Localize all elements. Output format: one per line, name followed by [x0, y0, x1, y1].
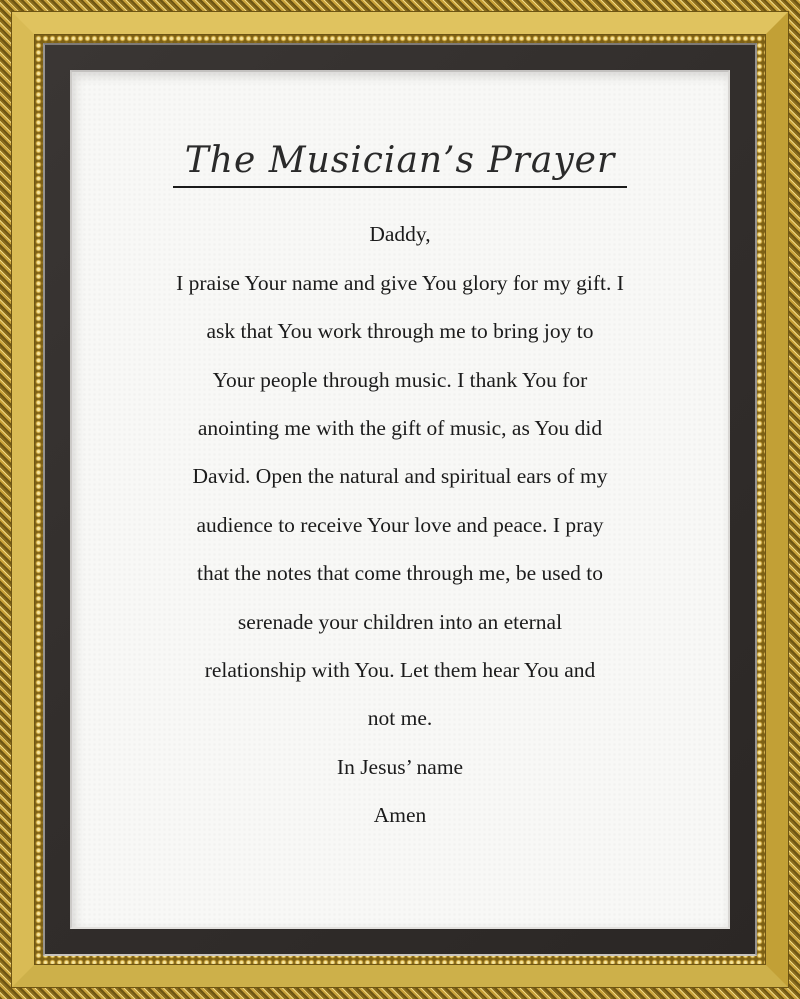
prayer-line: David. Open the natural and spiritual ears of my [192, 464, 608, 489]
gold-frame-bead-trim [35, 35, 765, 964]
prayer-body [72, 210, 728, 839]
black-mat [43, 43, 757, 956]
prayer-title-row [72, 140, 728, 210]
prayer-line: anointing me with the gift of music, as You did [197, 416, 603, 441]
prayer-line: Amen [373, 803, 427, 828]
prayer-line: I praise Your name and give You glory for my gift. I [176, 270, 624, 295]
prayer-line: relationship with You. Let them hear You and [204, 658, 596, 683]
prayer-line: serenade your children into an eternal [237, 609, 563, 634]
gold-frame-slope [12, 12, 788, 987]
prayer-line: Daddy, [369, 222, 431, 247]
prayer-line: Your people through music. I thank You for [212, 367, 588, 392]
prayer-paper [70, 70, 730, 929]
prayer-line: audience to receive Your love and peace. I pray [196, 512, 604, 537]
prayer-content [72, 72, 728, 927]
prayer-line: In Jesus’ name [336, 754, 464, 779]
prayer-line: that the notes that come through me, be used to [196, 561, 603, 586]
prayer-title: The Musician’s Prayer [173, 140, 627, 188]
prayer-line: ask that You work through me to bring joy to [206, 319, 594, 344]
prayer-line: not me. [367, 706, 433, 731]
